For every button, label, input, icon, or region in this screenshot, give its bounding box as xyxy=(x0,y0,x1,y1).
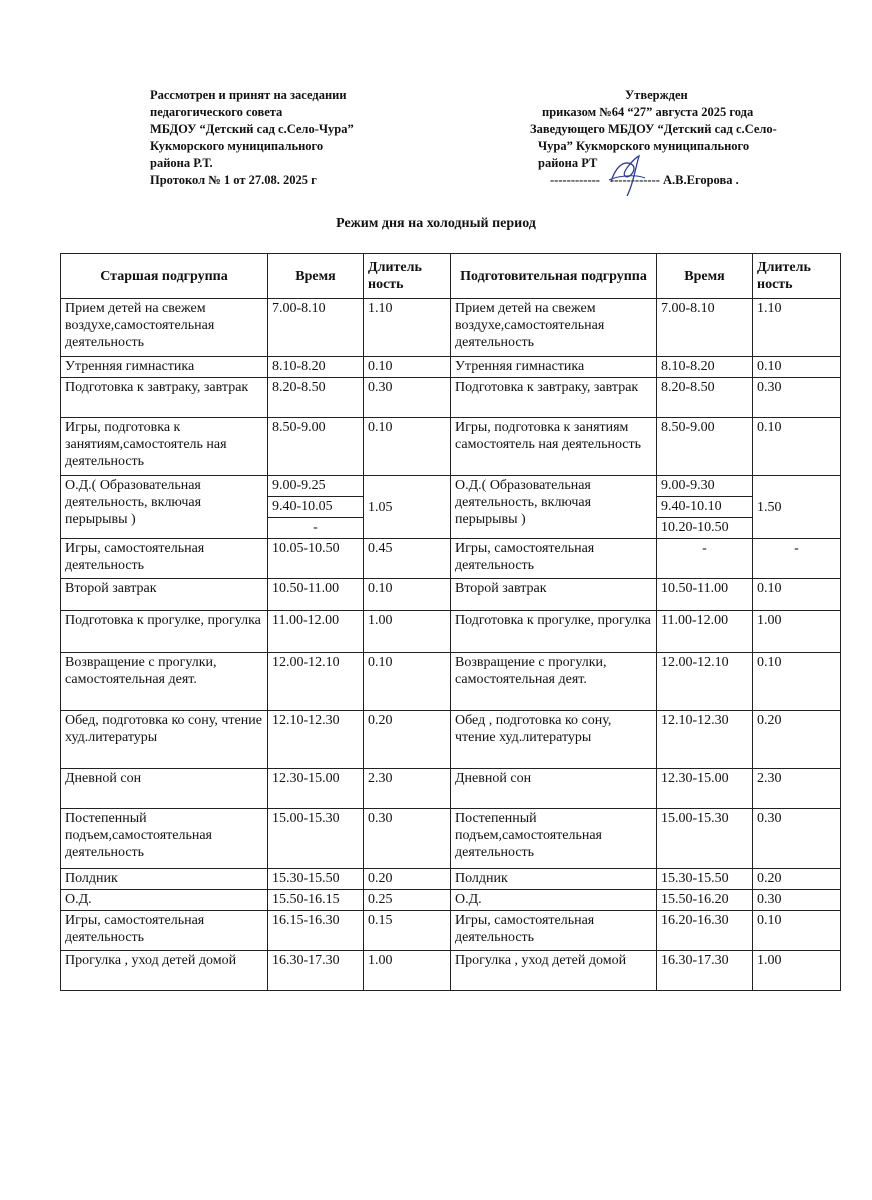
prep-time: 11.00-12.00 xyxy=(657,611,753,653)
senior-activity: Обед, подготовка ко сону, чтение худ.литературы xyxy=(61,711,268,769)
prep-time: 12.10-12.30 xyxy=(657,711,753,769)
senior-time: 12.10-12.30 xyxy=(268,711,364,769)
table-row xyxy=(61,611,841,653)
approval-block-left xyxy=(150,87,354,189)
senior-duration: 1.00 xyxy=(364,611,451,653)
senior-duration: 0.10 xyxy=(364,418,451,476)
prep-activity: О.Д. xyxy=(451,890,657,911)
senior-duration: 0.10 xyxy=(364,653,451,711)
senior-duration: 0.30 xyxy=(364,809,451,869)
senior-duration: 1.00 xyxy=(364,951,451,991)
senior-duration: 0.10 xyxy=(364,357,451,378)
senior-activity: Возвращение с прогулки, самостоятельная деят. xyxy=(61,653,268,711)
senior-duration: 0.20 xyxy=(364,711,451,769)
senior-activity: О.Д.( Образовательная деятельность, включая перырывы ) xyxy=(61,476,268,539)
senior-duration: 1.05 xyxy=(364,476,451,539)
senior-time: 8.50-9.00 xyxy=(268,418,364,476)
prep-activity: Утренняя гимнастика xyxy=(451,357,657,378)
prep-time: 16.30-17.30 xyxy=(657,951,753,991)
prep-duration: 1.50 xyxy=(753,476,841,539)
senior-time: 9.40-10.05 xyxy=(268,497,364,518)
prep-activity: Дневной сон xyxy=(451,769,657,809)
table-row xyxy=(61,951,841,991)
col-header-time: Время xyxy=(268,254,364,299)
prep-activity: Постепенный подъем,самостоятельная деятельность xyxy=(451,809,657,869)
header-left-line: МБДОУ “Детский сад с.Село-Чура” xyxy=(150,122,354,136)
senior-duration: 0.10 xyxy=(364,579,451,611)
table-row xyxy=(61,539,841,579)
prep-duration: 0.10 xyxy=(753,911,841,951)
senior-time: 7.00-8.10 xyxy=(268,299,364,357)
prep-duration: 0.20 xyxy=(753,869,841,890)
senior-duration: 0.15 xyxy=(364,911,451,951)
prep-duration: 0.30 xyxy=(753,378,841,418)
header-left-line: Кукморского муниципального xyxy=(150,139,324,153)
header-right-line: района РТ xyxy=(538,156,598,170)
senior-duration: 0.45 xyxy=(364,539,451,579)
senior-duration: 2.30 xyxy=(364,769,451,809)
senior-time: - xyxy=(268,518,364,539)
table-row xyxy=(61,711,841,769)
senior-activity: О.Д. xyxy=(61,890,268,911)
prep-activity: Игры, подготовка к занятиям самостоятель ная деятельность xyxy=(451,418,657,476)
prep-activity: Обед , подготовка ко сону, чтение худ.литературы xyxy=(451,711,657,769)
senior-time: 10.05-10.50 xyxy=(268,539,364,579)
col-header-prep-group: Подготовительная подгруппа xyxy=(451,254,657,299)
senior-activity: Второй завтрак xyxy=(61,579,268,611)
prep-activity: Второй завтрак xyxy=(451,579,657,611)
senior-duration: 0.20 xyxy=(364,869,451,890)
table-row xyxy=(61,809,841,869)
prep-duration: 0.10 xyxy=(753,357,841,378)
handwritten-signature xyxy=(605,150,655,200)
prep-time: 9.00-9.30 xyxy=(657,476,753,497)
col-header-duration: Длитель ность xyxy=(753,254,841,299)
senior-duration: 1.10 xyxy=(364,299,451,357)
prep-time: 15.00-15.30 xyxy=(657,809,753,869)
table-row xyxy=(61,299,841,357)
prep-activity: Подготовка к прогулке, прогулка xyxy=(451,611,657,653)
table-row xyxy=(61,579,841,611)
prep-time: 12.30-15.00 xyxy=(657,769,753,809)
approval-block-right xyxy=(530,87,777,189)
prep-activity: Подготовка к завтраку, завтрак xyxy=(451,378,657,418)
page-title: Режим дня на холодный период xyxy=(336,216,536,231)
prep-activity: Игры, самостоятельная деятельность xyxy=(451,539,657,579)
senior-time: 12.00-12.10 xyxy=(268,653,364,711)
signature-line xyxy=(530,172,777,189)
header-right-line: Заведующего МБДОУ “Детский сад с.Село- xyxy=(530,122,777,136)
senior-activity: Прогулка , уход детей домой xyxy=(61,951,268,991)
prep-time: 8.10-8.20 xyxy=(657,357,753,378)
header-right-line: приказом №64 “27” августа 2025 года xyxy=(542,105,754,119)
header-right-line: Чура” Кукморского муниципального xyxy=(538,139,750,153)
prep-duration: 0.20 xyxy=(753,711,841,769)
table-row xyxy=(61,418,841,476)
senior-activity: Игры, самостоятельная деятельность xyxy=(61,539,268,579)
senior-duration: 0.30 xyxy=(364,378,451,418)
senior-activity: Полдник xyxy=(61,869,268,890)
table-row xyxy=(61,911,841,951)
prep-time: 15.30-15.50 xyxy=(657,869,753,890)
senior-time: 15.30-15.50 xyxy=(268,869,364,890)
prep-time: 15.50-16.20 xyxy=(657,890,753,911)
prep-duration: 0.10 xyxy=(753,653,841,711)
table-row-od xyxy=(61,476,841,497)
prep-duration: - xyxy=(753,539,841,579)
prep-duration: 0.30 xyxy=(753,890,841,911)
senior-time: 9.00-9.25 xyxy=(268,476,364,497)
table-row xyxy=(61,890,841,911)
schedule-table xyxy=(60,253,841,991)
senior-activity: Прием детей на свежем воздухе,самостоятельная деятельность xyxy=(61,299,268,357)
prep-time: 12.00-12.10 xyxy=(657,653,753,711)
senior-time: 12.30-15.00 xyxy=(268,769,364,809)
senior-time: 15.00-15.30 xyxy=(268,809,364,869)
header-left-line: Рассмотрен и принят на заседании xyxy=(150,88,347,102)
senior-activity: Игры, подготовка к занятиям,самостоятель ная деятельность xyxy=(61,418,268,476)
prep-activity: Прием детей на свежем воздухе,самостоятельная деятельность xyxy=(451,299,657,357)
senior-time: 8.10-8.20 xyxy=(268,357,364,378)
prep-time: 7.00-8.10 xyxy=(657,299,753,357)
senior-activity: Подготовка к завтраку, завтрак xyxy=(61,378,268,418)
senior-activity: Игры, самостоятельная деятельность xyxy=(61,911,268,951)
prep-duration: 1.00 xyxy=(753,951,841,991)
prep-time: 9.40-10.10 xyxy=(657,497,753,518)
senior-time: 15.50-16.15 xyxy=(268,890,364,911)
prep-duration: 0.10 xyxy=(753,418,841,476)
prep-activity: Прогулка , уход детей домой xyxy=(451,951,657,991)
prep-time: - xyxy=(657,539,753,579)
senior-duration: 0.25 xyxy=(364,890,451,911)
table-row xyxy=(61,653,841,711)
prep-duration: 0.10 xyxy=(753,579,841,611)
signature-name: ------------ А.В.Егорова . xyxy=(609,173,739,187)
prep-activity: О.Д.( Образовательная деятельность, включая перырывы ) xyxy=(451,476,657,539)
header-left-line: педагогического совета xyxy=(150,105,283,119)
table-row xyxy=(61,769,841,809)
prep-time: 16.20-16.30 xyxy=(657,911,753,951)
header-right-line: Утвержден xyxy=(625,88,688,102)
table-row xyxy=(61,357,841,378)
prep-duration: 2.30 xyxy=(753,769,841,809)
prep-duration: 0.30 xyxy=(753,809,841,869)
prep-activity: Игры, самостоятельная деятельность xyxy=(451,911,657,951)
col-header-senior-group: Старшая подгруппа xyxy=(61,254,268,299)
senior-time: 11.00-12.00 xyxy=(268,611,364,653)
header-left-line: района Р.Т. xyxy=(150,156,213,170)
prep-activity: Возвращение с прогулки, самостоятельная деят. xyxy=(451,653,657,711)
table-header-row xyxy=(61,254,841,299)
prep-time: 10.20-10.50 xyxy=(657,518,753,539)
prep-activity: Полдник xyxy=(451,869,657,890)
prep-time: 10.50-11.00 xyxy=(657,579,753,611)
table-row xyxy=(61,378,841,418)
prep-time: 8.20-8.50 xyxy=(657,378,753,418)
signature-dashes: ------------ xyxy=(550,173,600,187)
senior-time: 8.20-8.50 xyxy=(268,378,364,418)
senior-activity: Дневной сон xyxy=(61,769,268,809)
prep-duration: 1.00 xyxy=(753,611,841,653)
senior-activity: Постепенный подъем,самостоятельная деятельность xyxy=(61,809,268,869)
senior-time: 16.30-17.30 xyxy=(268,951,364,991)
col-header-time: Время xyxy=(657,254,753,299)
senior-time: 16.15-16.30 xyxy=(268,911,364,951)
senior-activity: Утренняя гимнастика xyxy=(61,357,268,378)
header-left-line: Протокол № 1 от 27.08. 2025 г xyxy=(150,173,317,187)
prep-time: 8.50-9.00 xyxy=(657,418,753,476)
senior-time: 10.50-11.00 xyxy=(268,579,364,611)
prep-duration: 1.10 xyxy=(753,299,841,357)
table-row xyxy=(61,869,841,890)
senior-activity: Подготовка к прогулке, прогулка xyxy=(61,611,268,653)
col-header-duration: Длитель ность xyxy=(364,254,451,299)
